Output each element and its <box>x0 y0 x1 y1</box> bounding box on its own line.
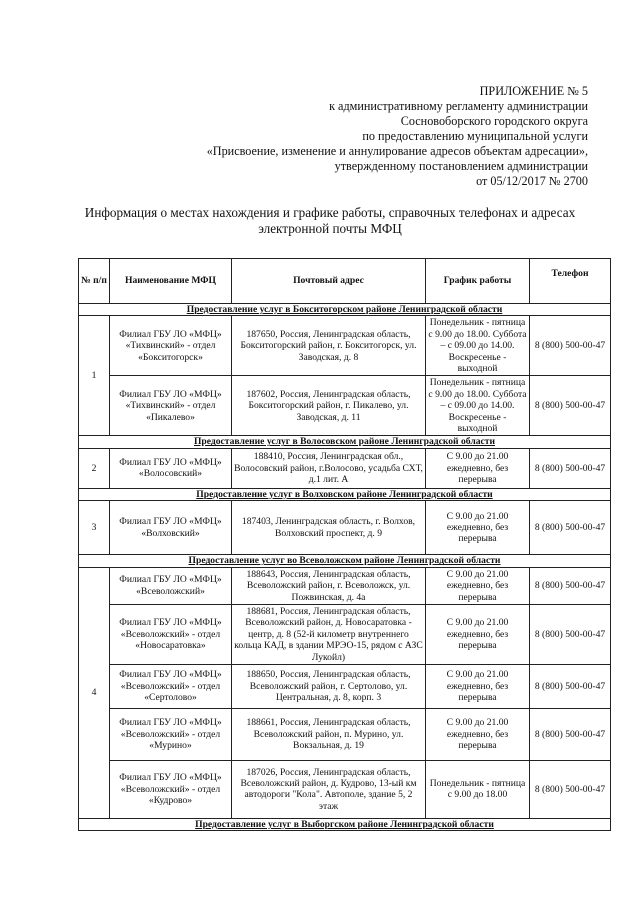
region-title: Предоставление услуг в Бокситогорском районе Ленинградской области <box>79 304 611 316</box>
region-header-row <box>79 818 611 830</box>
table-row <box>79 760 611 818</box>
mfc-name: Филиал ГБУ ЛО «МФЦ» «Тихвинский» - отдел «Пикалево» <box>110 376 232 436</box>
region-header-row <box>79 304 611 316</box>
region-title: Предоставление услуг в Волховском районе Ленинградской области <box>79 488 611 500</box>
region-header-row <box>79 488 611 500</box>
table-row <box>79 376 611 436</box>
row-number: 1 <box>79 316 110 436</box>
work-schedule: С 9.00 до 21.00 ежедневно, без перерыва <box>426 604 530 664</box>
work-schedule: Понедельник - пятница с 9.00 до 18.00 <box>426 760 530 818</box>
work-schedule: С 9.00 до 21.00 ежедневно, без перерыва <box>426 708 530 760</box>
work-schedule: Понедельник - пятница с 9.00 до 18.00. Суббота – с 09.00 до 14.00. Воскресенье - выходной <box>426 316 530 376</box>
region-title: Предоставление услуг в Выборгском районе Ленинградской области <box>79 818 611 830</box>
table-row <box>79 604 611 664</box>
table-body <box>79 304 611 831</box>
header-line: «Присвоение, изменение и аннулирование адресов объектам адресации», <box>206 144 588 158</box>
phone-number: 8 (800) 500-00-47 <box>530 376 611 436</box>
table-header-row <box>79 259 611 304</box>
mfc-name: Филиал ГБУ ЛО «МФЦ» «Всеволожский» <box>110 567 232 604</box>
postal-address: 188661, Россия, Ленинградская область, Всеволожский район, п. Мурино, ул. Вокзальная, д. 19 <box>232 708 426 760</box>
work-schedule: С 9.00 до 21.00 ежедневно, без перерыва <box>426 664 530 708</box>
phone-number: 8 (800) 500-00-47 <box>530 316 611 376</box>
column-header-address: Почтовый адрес <box>232 259 426 304</box>
phone-number: 8 (800) 500-00-47 <box>530 501 611 555</box>
mfc-name: Филиал ГБУ ЛО «МФЦ» «Волховский» <box>110 501 232 555</box>
column-header-num: № п/п <box>79 259 110 304</box>
work-schedule: Понедельник - пятница с 9.00 до 18.00. Суббота – с 09.00 до 14.00. Воскресенье - выходной <box>426 376 530 436</box>
appendix-number: ПРИЛОЖЕНИЕ № 5 <box>479 84 588 98</box>
mfc-name: Филиал ГБУ ЛО «МФЦ» «Всеволожский» - отдел «Мурино» <box>110 708 232 760</box>
table-row <box>79 448 611 488</box>
region-header-row <box>79 436 611 448</box>
phone-number: 8 (800) 500-00-47 <box>530 448 611 488</box>
postal-address: 187602, Россия, Ленинградская область, Бокситогорский район, г. Пикалево, ул. Заводская, д. 11 <box>232 376 426 436</box>
table-row <box>79 664 611 708</box>
phone-number: 8 (800) 500-00-47 <box>530 760 611 818</box>
postal-address: 188410, Россия, Ленинградская обл., Волосовский район, г.Волосово, усадьба СХТ, д.1 лит. А <box>232 448 426 488</box>
region-header-row <box>79 555 611 567</box>
postal-address: 188681, Россия, Ленинградская область, Всеволожский район, д. Новосаратовка - центр, д. 8 (52-й километр внутреннего кольца КАД, в здании МРЭО-15, рядом с АЗС Лукойл) <box>232 604 426 664</box>
table-row <box>79 567 611 604</box>
mfc-name: Филиал ГБУ ЛО «МФЦ» «Тихвинский» - отдел «Бокситогорск» <box>110 316 232 376</box>
row-number: 4 <box>79 567 110 818</box>
column-header-schedule: График работы <box>426 259 530 304</box>
postal-address: 188643, Россия, Ленинградская область, Всеволожский район, г. Всеволожск, ул. Пожвинская, д. 4а <box>232 567 426 604</box>
region-title: Предоставление услуг во Всеволожском районе Ленинградской области <box>79 555 611 567</box>
mfc-table <box>78 258 611 831</box>
title-line-1: Информация о местах нахождения и графике работы, справочных телефонах и адресах <box>84 205 576 220</box>
phone-number: 8 (800) 500-00-47 <box>530 567 611 604</box>
mfc-name: Филиал ГБУ ЛО «МФЦ» «Всеволожский» - отдел «Новосаратовка» <box>110 604 232 664</box>
header-line: по предоставлению муниципальной услуги <box>362 129 588 143</box>
table-row <box>79 501 611 555</box>
column-header-phone: Телефон <box>530 259 611 304</box>
row-number: 2 <box>79 448 110 488</box>
phone-number: 8 (800) 500-00-47 <box>530 664 611 708</box>
table-row <box>79 708 611 760</box>
document-title <box>60 205 600 237</box>
postal-address: 187403, Ленинградская область, г. Волхов, Волховский проспект, д. 9 <box>232 501 426 555</box>
mfc-name: Филиал ГБУ ЛО «МФЦ» «Всеволожский» - отдел «Кудрово» <box>110 760 232 818</box>
postal-address: 187026, Россия, Ленинградская область, Всеволожский район, д. Кудрово, 13-ый км автодороги "Кола". Автополе, здание 5, 2 этаж <box>232 760 426 818</box>
title-line-2: электронной почты МФЦ <box>258 221 402 236</box>
appendix-header <box>207 84 588 189</box>
postal-address: 187650, Россия, Ленинградская область, Бокситогорский район, г. Бокситогорск, ул. Заводская, д. 8 <box>232 316 426 376</box>
region-title: Предоставление услуг в Волосовском районе Ленинградской области <box>79 436 611 448</box>
header-line: к административному регламенту администрации <box>329 99 588 113</box>
postal-address: 188650, Россия, Ленинградская область, Всеволожский район, г. Сертолово, ул. Центральная, д. 8, корп. 3 <box>232 664 426 708</box>
header-line: Сосновоборского городского округа <box>400 114 588 128</box>
header-line: утвержденному постановлением администрации <box>334 159 588 173</box>
table-row <box>79 316 611 376</box>
mfc-name: Филиал ГБУ ЛО «МФЦ» «Всеволожский» - отдел «Сертолово» <box>110 664 232 708</box>
header-date-line: от 05/12/2017 № 2700 <box>476 174 588 188</box>
work-schedule: С 9.00 до 21.00 ежедневно, без перерыва <box>426 567 530 604</box>
row-number: 3 <box>79 501 110 555</box>
column-header-name: Наименование МФЦ <box>110 259 232 304</box>
work-schedule: С 9.00 до 21.00 ежедневно, без перерыва <box>426 501 530 555</box>
phone-number: 8 (800) 500-00-47 <box>530 708 611 760</box>
work-schedule: С 9.00 до 21.00 ежедневно, без перерыва <box>426 448 530 488</box>
phone-number: 8 (800) 500-00-47 <box>530 604 611 664</box>
mfc-name: Филиал ГБУ ЛО «МФЦ» «Волосовский» <box>110 448 232 488</box>
